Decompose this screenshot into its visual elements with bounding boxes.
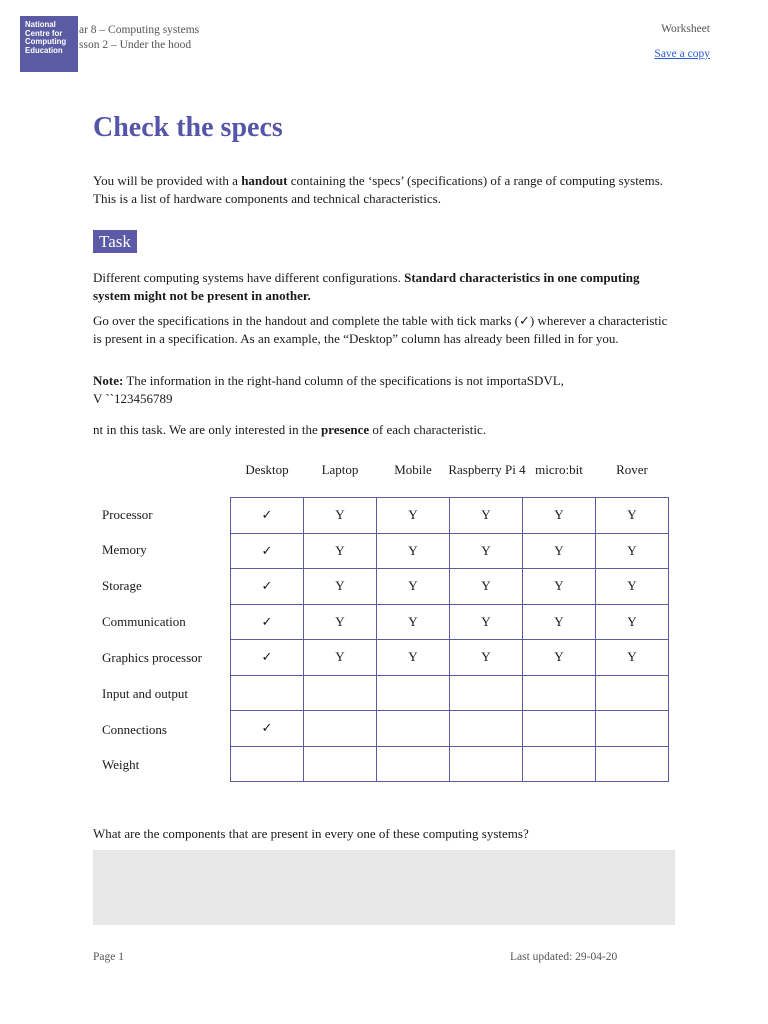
table-cell[interactable]: [377, 711, 450, 747]
column-header-laptop: Laptop: [321, 462, 359, 477]
table-cell[interactable]: [450, 746, 523, 782]
header-course-info: [79, 23, 199, 52]
table-cell[interactable]: Y: [377, 569, 450, 605]
row-label-input-output: Input and output: [102, 686, 188, 701]
table-cell[interactable]: [450, 711, 523, 747]
page-title: Check the specs: [93, 112, 283, 143]
table-cell[interactable]: [231, 746, 304, 782]
table-cell[interactable]: [523, 675, 596, 711]
header-lesson: sson 2 – Under the hood: [79, 38, 192, 51]
row-label-communication: Communication: [102, 614, 186, 629]
table-cell[interactable]: [231, 675, 304, 711]
column-header-mobile: Mobile: [394, 462, 432, 477]
note-line2: V ``123456789: [93, 390, 173, 406]
intro-text-end: containing the ‘specs’ (specifications) of a range of computing systems. This is a list of hardware components and technical characteristics.: [93, 173, 664, 206]
table-cell[interactable]: Y: [596, 640, 669, 676]
table-cell[interactable]: [596, 711, 669, 747]
table-cell[interactable]: [523, 711, 596, 747]
table-row: [231, 498, 669, 534]
question-text: What are the components that are present in every one of these computing systems?: [93, 826, 529, 841]
table-cell[interactable]: [304, 675, 377, 711]
footer-last-updated: Last updated: 29-04-20: [510, 951, 618, 963]
note-continuation: [93, 421, 673, 439]
table-cell[interactable]: [377, 675, 450, 711]
table-cell[interactable]: [523, 746, 596, 782]
table-cell[interactable]: Y: [523, 640, 596, 676]
table-cell[interactable]: Y: [596, 604, 669, 640]
table-cell[interactable]: [596, 675, 669, 711]
table-cell[interactable]: Y: [304, 533, 377, 569]
table-cell[interactable]: ✓: [231, 498, 304, 534]
intro-paragraph: [93, 172, 673, 207]
specs-table: [230, 497, 669, 782]
table-cell[interactable]: Y: [596, 569, 669, 605]
header-unit: ar 8 – Computing systems: [79, 24, 200, 36]
table-row: [231, 640, 669, 676]
table-cell[interactable]: Y: [377, 604, 450, 640]
save-copy-link[interactable]: Save a copy: [654, 48, 710, 60]
row-label-storage: Storage: [102, 578, 142, 593]
table-cell[interactable]: [596, 746, 669, 782]
logo-line: Education: [25, 45, 63, 55]
table-cell[interactable]: Y: [523, 498, 596, 534]
intro-text: You will be provided with a: [93, 173, 242, 188]
intro-bold: handout: [241, 173, 288, 188]
header-doc-type: Worksheet: [661, 23, 710, 35]
table-cell[interactable]: Y: [377, 533, 450, 569]
table-cell[interactable]: Y: [450, 533, 523, 569]
row-label-connections: Connections: [102, 722, 167, 737]
footer-page-number: Page 1: [93, 951, 124, 963]
table-cell[interactable]: ✓: [231, 533, 304, 569]
row-label-graphics-processor: Graphics processor: [102, 650, 202, 665]
column-header-microbit: micro:bit: [535, 462, 583, 477]
note-cont-end: of each characteristic.: [369, 422, 487, 437]
table-row: [231, 746, 669, 782]
table-row: [231, 675, 669, 711]
note-label: Note:: [93, 373, 124, 388]
table-cell[interactable]: Y: [450, 604, 523, 640]
answer-box[interactable]: [93, 850, 675, 925]
table-cell[interactable]: Y: [523, 569, 596, 605]
task-paragraph-1: [93, 269, 673, 304]
table-cell[interactable]: ✓: [231, 640, 304, 676]
table-cell[interactable]: [377, 746, 450, 782]
table-cell[interactable]: [304, 711, 377, 747]
note-cont-text: nt in this task. We are only interested in the: [93, 422, 321, 437]
column-header-rover: Rover: [616, 462, 648, 477]
table-cell[interactable]: ✓: [231, 604, 304, 640]
table-cell[interactable]: Y: [596, 498, 669, 534]
table-cell[interactable]: Y: [596, 533, 669, 569]
task-bold-text: Standard characteristics in one computing system might not be present in another.: [93, 270, 640, 303]
table-row: [231, 711, 669, 747]
note-paragraph: [93, 372, 673, 407]
table-cell[interactable]: ✓: [231, 711, 304, 747]
logo-line: Computing: [25, 37, 67, 47]
table-cell[interactable]: Y: [377, 640, 450, 676]
row-label-weight: Weight: [102, 757, 140, 772]
table-cell[interactable]: Y: [304, 640, 377, 676]
table-cell[interactable]: Y: [450, 640, 523, 676]
table-cell[interactable]: Y: [523, 604, 596, 640]
row-label-memory: Memory: [102, 542, 147, 557]
table-cell[interactable]: Y: [304, 498, 377, 534]
table-cell[interactable]: Y: [304, 604, 377, 640]
task-paragraph-2: Go over the specifications in the handout and complete the table with tick marks (✓) wherever a characteristic is present in a specification. As an example, the “Desktop” column has already been filled in for you.: [93, 313, 668, 346]
note-text: The information in the right-hand column of the specifications is not importaSDVL,: [123, 373, 564, 388]
table-row: [231, 604, 669, 640]
table-cell[interactable]: ✓: [231, 569, 304, 605]
task-text: Different computing systems have different configurations.: [93, 270, 405, 285]
table-cell[interactable]: [304, 746, 377, 782]
column-header-desktop: Desktop: [245, 462, 289, 477]
ncce-logo: [20, 16, 78, 72]
table-cell[interactable]: Y: [450, 569, 523, 605]
task-heading: Task: [93, 230, 137, 253]
table-cell[interactable]: Y: [523, 533, 596, 569]
row-label-processor: Processor: [102, 507, 153, 522]
logo-line: Centre for: [25, 28, 63, 38]
logo-line: National: [25, 20, 56, 29]
table-cell[interactable]: [450, 675, 523, 711]
table-cell[interactable]: Y: [377, 498, 450, 534]
table-row: [231, 533, 669, 569]
table-cell[interactable]: Y: [304, 569, 377, 605]
table-row: [231, 569, 669, 605]
table-cell[interactable]: Y: [450, 498, 523, 534]
note-cont-bold: presence: [320, 422, 370, 437]
column-header-raspberry-pi: Raspberry Pi 4: [448, 462, 526, 477]
